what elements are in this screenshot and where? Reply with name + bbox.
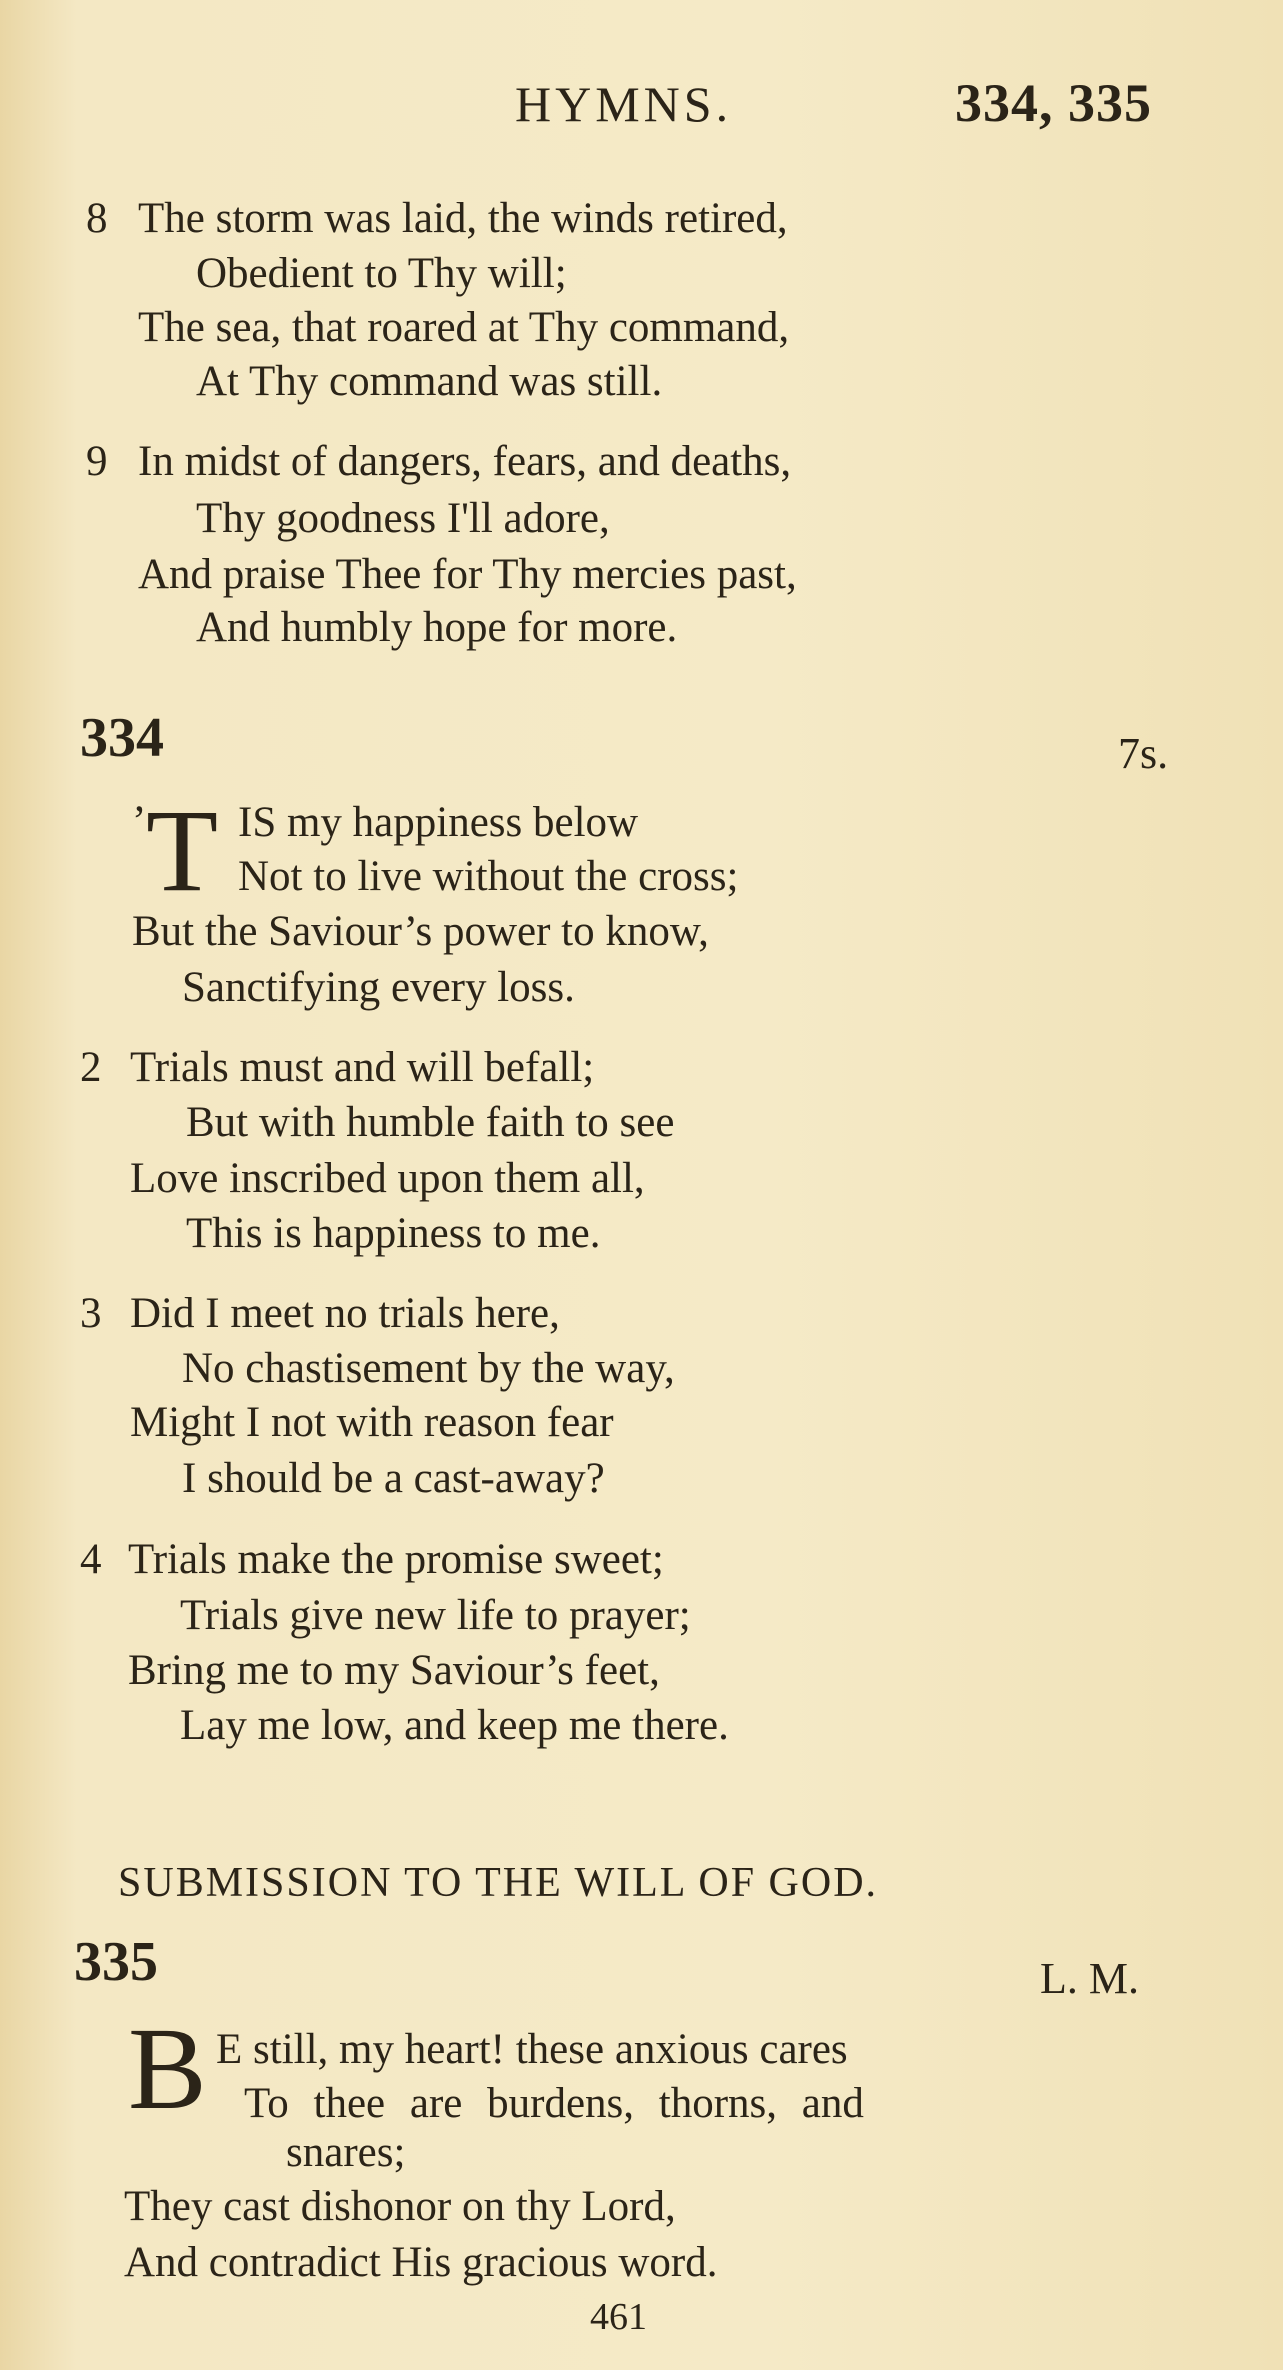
verse-line: And contradict His gracious word. — [124, 2239, 718, 2286]
verse-line: Did I meet no trials here, — [130, 1290, 560, 1337]
page-number: 461 — [590, 2296, 647, 2338]
verse-line: At Thy command was still. — [196, 358, 663, 405]
hymn-meter: 7s. — [1118, 729, 1169, 778]
section-heading: SUBMISSION TO THE WILL OF GOD. — [118, 1860, 879, 1906]
stanza-number: 8 — [86, 195, 108, 242]
verse-line: Sanctifying every loss. — [182, 964, 575, 1011]
hymn-meter: L. M. — [1040, 1954, 1139, 2003]
running-header-title: HYMNS. — [515, 76, 733, 132]
verse-line: They cast dishonor on thy Lord, — [124, 2183, 676, 2230]
stanza-number: 9 — [86, 438, 108, 485]
verse-line: And praise Thee for Thy mercies past, — [138, 551, 797, 598]
verse-line: And humbly hope for more. — [196, 604, 678, 651]
verse-line: To thee are burdens, thorns, and — [244, 2080, 864, 2127]
verse-line: Love inscribed upon them all, — [130, 1155, 645, 1202]
verse-line: But with humble faith to see — [186, 1099, 675, 1146]
verse-line: E still, my heart! these anxious cares — [216, 2026, 848, 2073]
verse-line: Trials give new life to prayer; — [180, 1592, 691, 1639]
verse-line: IS my happiness below — [238, 799, 639, 846]
running-header-hymn-numbers: 334, 335 — [955, 73, 1152, 133]
stanza-number: 2 — [80, 1044, 102, 1091]
verse-line: This is happiness to me. — [186, 1210, 601, 1257]
stanza-number: 4 — [80, 1536, 102, 1583]
verse-line: Bring me to my Saviour’s feet, — [128, 1647, 660, 1694]
stanza-number: 3 — [80, 1290, 102, 1337]
verse-line: Trials must and will befall; — [130, 1044, 595, 1091]
verse-line: The sea, that roared at Thy command, — [138, 304, 790, 351]
opening-apostrophe: ’ — [132, 798, 147, 845]
verse-line: Not to live without the cross; — [238, 853, 739, 900]
verse-line: Might I not with reason fear — [130, 1399, 614, 1446]
verse-line: Lay me low, and keep me there. — [180, 1702, 729, 1749]
drop-cap-letter: T — [146, 785, 219, 916]
hymn-number: 335 — [74, 1931, 158, 1993]
verse-line: Trials make the promise sweet; — [128, 1536, 664, 1583]
verse-line: I should be a cast-away? — [182, 1455, 605, 1502]
drop-cap-letter: B — [128, 2003, 207, 2134]
verse-line: In midst of dangers, fears, and deaths, — [138, 438, 792, 485]
verse-line: Obedient to Thy will; — [196, 250, 567, 297]
verse-line: snares; — [286, 2129, 406, 2176]
verse-line: Thy goodness I'll adore, — [196, 495, 610, 542]
hymn-number: 334 — [80, 707, 164, 769]
verse-line: But the Saviour’s power to know, — [132, 908, 709, 955]
verse-line: No chastisement by the way, — [182, 1345, 675, 1392]
verse-line: The storm was laid, the winds retired, — [138, 195, 788, 242]
